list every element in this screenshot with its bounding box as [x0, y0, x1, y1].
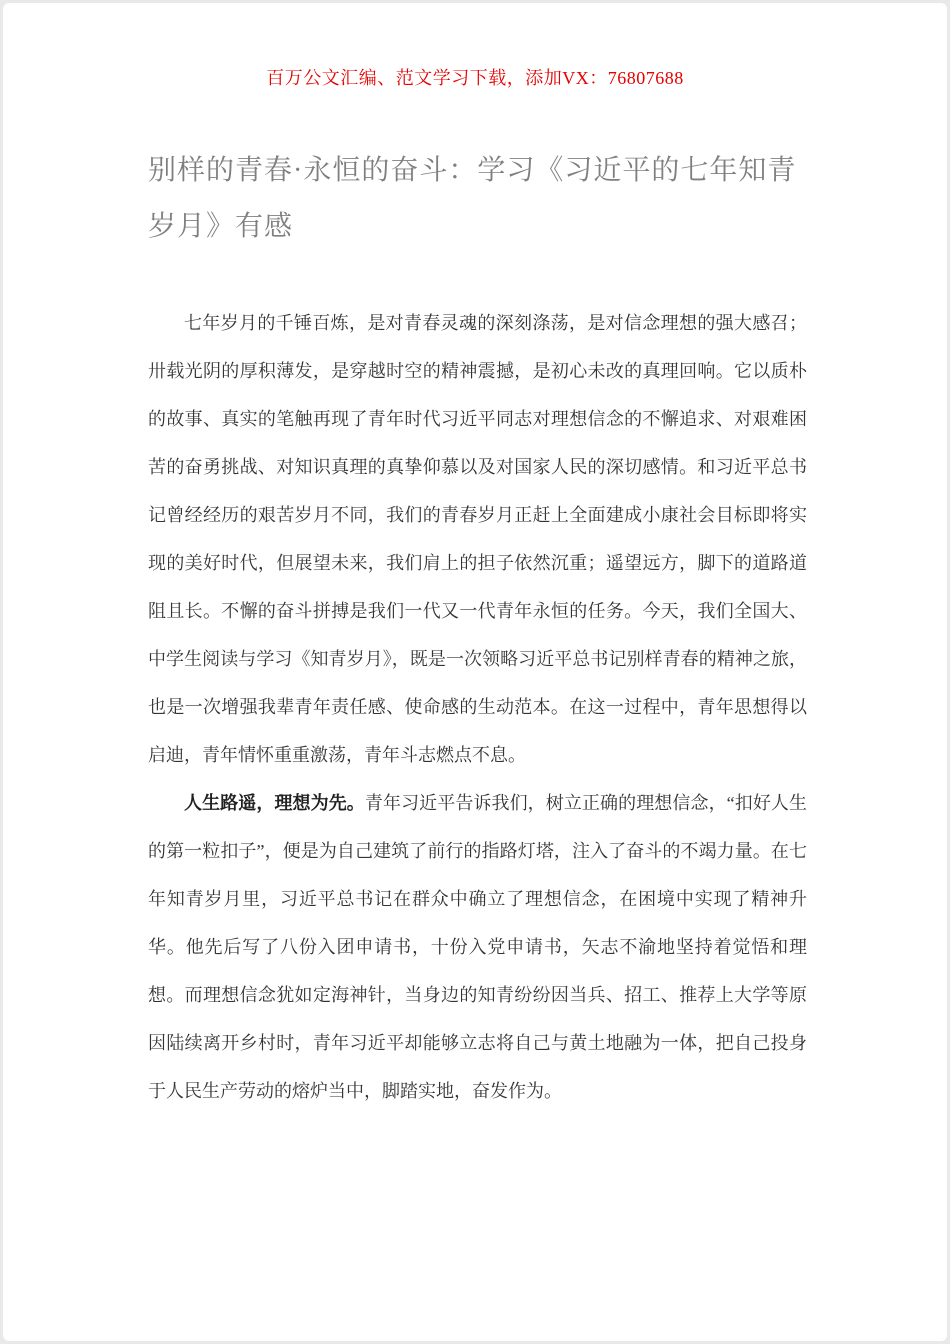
document-body	[148, 299, 807, 1115]
paragraph	[148, 299, 807, 779]
paragraph-text: 青年习近平告诉我们，树立正确的理想信念，“扣好人生的第一粒扣子”，便是为自己建筑了前行的指路灯塔，注入了奋斗的不竭力量。在七年知青岁月里，习近平总书记在群众中确立了理想信念，在困境中实现了精神升华。他先后写了八份入团申请书，十份入党申请书，矢志不渝地坚持着觉悟和理想。而理想信念犹如定海神针，当身边的知青纷纷因当兵、招工、推荐上大学等原因陆续离开乡村时，青年习近平却能够立志将自己与黄土地融为一体，把自己投身于人民生产劳动的熔炉当中，脚踏实地，奋发作为。	[148, 793, 807, 1101]
paragraph-lead: 人生路遥，理想为先。	[184, 793, 365, 813]
paragraph-text: 七年岁月的千锤百炼，是对青春灵魂的深刻涤荡，是对信念理想的强大感召；卅载光阴的厚积薄发，是穿越时空的精神震撼，是初心未改的真理回响。它以质朴的故事、真实的笔触再现了青年时代习近平同志对理想信念的不懈追求、对艰难困苦的奋勇挑战、对知识真理的真挚仰慕以及对国家人民的深切感情。和习近平总书记曾经经历的艰苦岁月不同，我们的青春岁月正赶上全面建成小康社会目标即将实现的美好时代，但展望未来，我们肩上的担子依然沉重；遥望远方，脚下的道路道阻且长。不懈的奋斗拼搏是我们一代又一代青年永恒的任务。今天，我们全国大、中学生阅读与学习《知青岁月》，既是一次领略习近平总书记别样青春的精神之旅，也是一次增强我辈青年责任感、使命感的生动范本。在这一过程中，青年思想得以启迪，青年情怀重重激荡，青年斗志燃点不息。	[148, 313, 807, 765]
paragraph	[148, 779, 807, 1115]
document-title: 别样的青春·永恒的奋斗：学习《习近平的七年知青岁月》有感	[148, 155, 797, 242]
header-notice: 百万公文汇编、范文学习下载，添加VX：76807688	[266, 68, 684, 88]
document-page	[3, 3, 947, 1341]
